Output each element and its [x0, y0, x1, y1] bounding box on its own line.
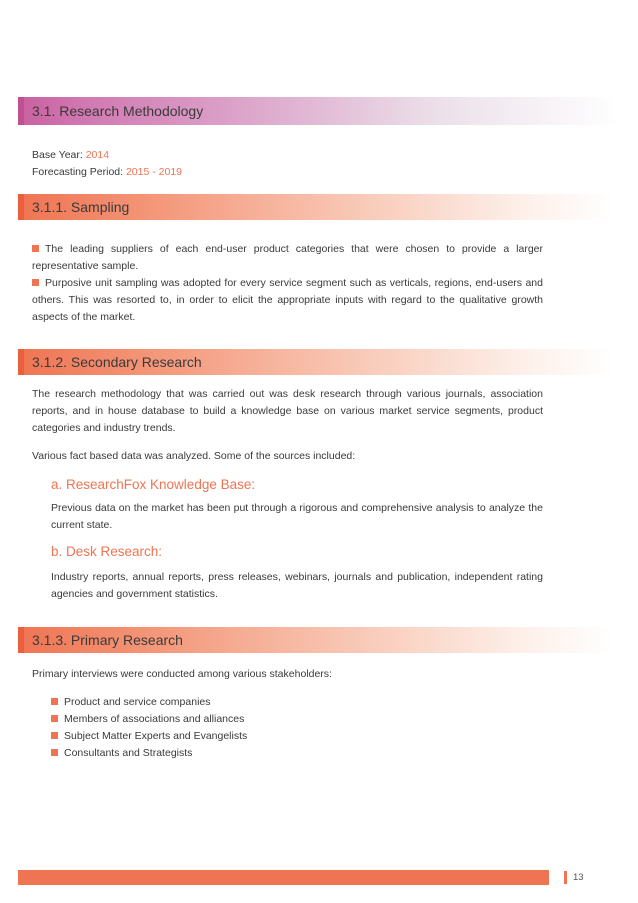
square-bullet-icon [51, 732, 58, 739]
list-item [51, 728, 247, 745]
base-year-value: 2014 [85, 149, 110, 161]
section-title-band [18, 97, 620, 125]
sampling-heading: 3.1.1. Sampling [32, 199, 130, 215]
square-bullet-icon [51, 698, 58, 705]
list-item-text: Product and service companies [64, 696, 211, 708]
square-bullet-icon [32, 279, 39, 286]
sources-intro: Various fact based data was analyzed. Some of the sources included: [32, 450, 356, 462]
list-item [51, 711, 247, 728]
stakeholder-list [51, 694, 247, 762]
secondary-research-intro: The research methodology that was carried out was desk research through various journals, association reports, and in house database to build a knowledge base on various market service segments, product categories and industry trends. [32, 388, 543, 434]
page-number: 13 [564, 871, 584, 884]
sampling-heading-band [18, 194, 614, 220]
primary-research-intro: Primary interviews were conducted among various stakeholders: [32, 668, 332, 680]
secondary-research-heading: 3.1.2. Secondary Research [32, 354, 202, 370]
knowledge-base-subheading: a. ResearchFox Knowledge Base: [51, 477, 256, 492]
sampling-bullet-text: Purposive unit sampling was adopted for every service segment such as verticals, regions, end-users and others. This was resorted to, in order to elicit the appropriate inputs with regard to the qualitative growth aspects of the market. [32, 277, 543, 323]
square-bullet-icon [51, 749, 58, 756]
list-item-text: Subject Matter Experts and Evangelists [64, 730, 248, 742]
list-item-text: Members of associations and alliances [64, 713, 245, 725]
sampling-bullet-text: The leading suppliers of each end-user product categories that were chosen to provide a larger representative sample. [32, 243, 543, 272]
square-bullet-icon [32, 245, 39, 252]
sampling-bullet [32, 241, 543, 275]
section-title: 3.1. Research Methodology [32, 103, 204, 119]
sampling-bullet [32, 275, 543, 326]
primary-research-heading-band [18, 627, 614, 653]
square-bullet-icon [51, 715, 58, 722]
desk-research-text: Industry reports, annual reports, press releases, webinars, journals and publication, independent rating agencies and government statistics. [51, 571, 543, 600]
list-item-text: Consultants and Strategists [64, 747, 193, 759]
list-item [51, 694, 247, 711]
forecasting-period-value: 2015 - 2019 [125, 166, 183, 178]
base-year-label: Base Year: [32, 149, 83, 161]
forecasting-period-label: Forecasting Period: [32, 166, 124, 178]
knowledge-base-text: Previous data on the market has been put through a rigorous and comprehensive analysis to analyze the current state. [51, 502, 543, 531]
list-item [51, 745, 247, 762]
secondary-research-heading-band [18, 349, 614, 375]
footer-bar [18, 870, 549, 885]
primary-research-heading: 3.1.3. Primary Research [32, 632, 183, 648]
base-year [32, 149, 109, 161]
forecasting-period [32, 166, 182, 178]
desk-research-subheading: b. Desk Research: [51, 544, 163, 559]
